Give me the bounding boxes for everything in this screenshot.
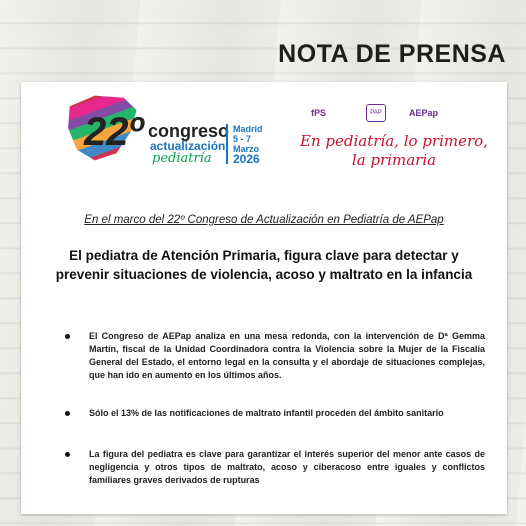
- fps-logo: fPS: [311, 108, 327, 118]
- pap-logo: PAP: [366, 104, 386, 122]
- congress-word: congreso: [148, 121, 230, 141]
- bullet-dot-icon: [65, 334, 70, 339]
- bullet-text: El Congreso de AEPap analiza en una mesa redonda, con la intervención de Dª Gemma Martín, fiscal de la Unidad Coordinadora contra la Violencia sobre la Mujer de la Fiscalía General del Estado, el entorno legal en la consulta y el abordaje de situaciones complejas, que han ido en aumento en los últimos años.: [89, 331, 485, 380]
- congress-dates: [226, 124, 279, 164]
- congress-number: 22º: [84, 110, 144, 154]
- framing-line: En el marco del 22º Congreso de Actualización en Pediatría de AEPap: [84, 214, 444, 226]
- congress-month: Marzo: [233, 144, 260, 154]
- bullet-text: La figura del pediatra es clave para garantizar el interés superior del menor ante casos de negligencia y otros tipos de maltrato, acoso y ciberacoso entre iguales y conflictos familiares graves derivados de rupturas: [89, 449, 485, 485]
- bullet-dot-icon: [65, 452, 70, 457]
- press-release-title: NOTA DE PRENSA: [278, 40, 506, 68]
- slogan: [289, 132, 499, 170]
- bullet-item: [65, 407, 485, 420]
- partner-logos: [311, 104, 471, 124]
- actualizacion-word: actualización: [150, 139, 226, 153]
- bullet-item: [65, 330, 485, 382]
- slogan-line-1: En pediatría, lo primero,: [300, 132, 488, 150]
- bullet-list: [65, 330, 485, 487]
- congress-year: 2026: [233, 152, 260, 166]
- congress-days: 5 - 7: [233, 134, 252, 144]
- press-release-sheet: [21, 82, 507, 514]
- headline: El pediatra de Atención Primaria, figura clave para detectar y prevenir situaciones de violencia, acoso y maltrato en la infancia: [55, 248, 473, 282]
- congress-logo: [66, 92, 281, 182]
- pediatria-word: pediatría: [152, 151, 212, 166]
- bullet-dot-icon: [65, 411, 70, 416]
- slogan-line-2: la primaria: [351, 151, 437, 169]
- aepap-logo: AEPap: [409, 108, 439, 118]
- bullet-text: Sólo el 13% de las notificaciones de maltrato infantil proceden del ámbito sanitario: [89, 408, 444, 418]
- congress-city: Madrid: [233, 124, 263, 134]
- bullet-item: [65, 448, 485, 487]
